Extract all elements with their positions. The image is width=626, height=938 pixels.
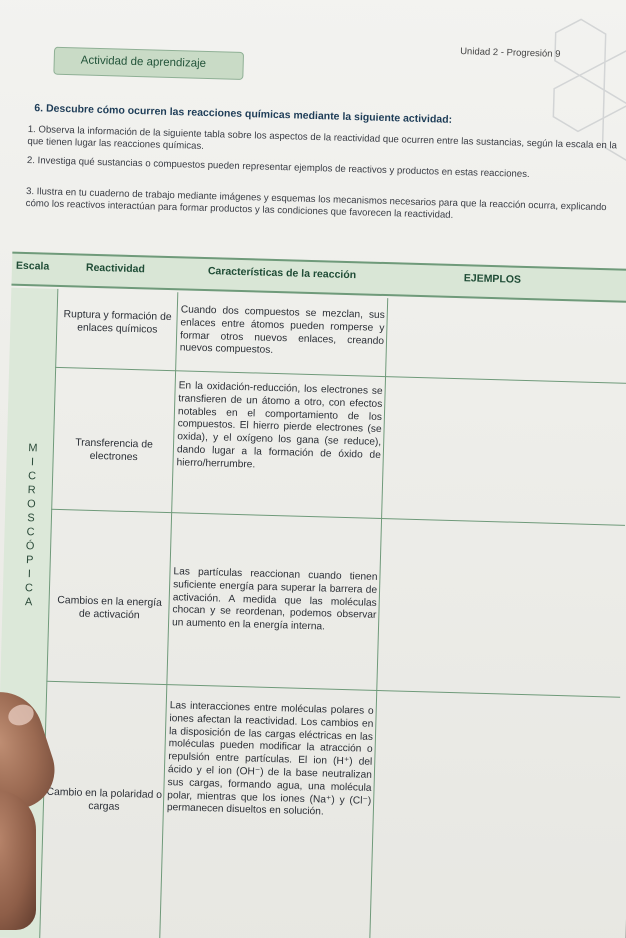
header-characteristics: Características de la reacción <box>207 265 357 282</box>
characteristics-cell: En la oxidación-reducción, los electrones se transfieren de un átomo a otro, con efectos notables en el comportamiento de los compuestos. El hierro pierde electrones (se oxida), y el oxígeno los gana (se reduce), dando lugar a la formación de óxido de hierro/herrumbre. <box>176 380 383 471</box>
row-divider <box>46 681 620 698</box>
scale-letter: I <box>30 456 35 469</box>
header-scale: Escala <box>15 259 50 273</box>
header-reactivity: Reactividad <box>85 261 146 276</box>
reactivity-cell: Transferencia de electrones <box>75 437 153 463</box>
activity-banner <box>53 47 244 80</box>
characteristics-cell: Cuando dos compuestos se mezclan, sus enlaces entre átomos pueden romperse y formar otros nuevos enlaces, creando nuevos compuestos. <box>179 304 385 357</box>
scale-letter: R <box>27 484 36 497</box>
unit-label: Unidad 2 - Progresión 9 <box>459 46 561 60</box>
header-examples: EJEMPLOS <box>463 272 522 286</box>
scale-letter: S <box>27 512 35 525</box>
characteristics-cell: Las partículas reaccionan cuando tienen suficiente energía para superar la barrera de activación. A medida que las moléculas chocan y se reordenan, podemos observar un aumento en la energía interna. <box>171 566 378 633</box>
activity-label: Actividad de aprendizaje <box>80 54 207 70</box>
scale-letter: O <box>26 498 36 511</box>
instruction-step-2: 2. Investiga qué sustancias o compuestos pueden representar ejemplos de reactivos y productos en estas reacciones. <box>26 154 530 181</box>
scale-letter: Ó <box>25 540 35 553</box>
reactivity-cell: Ruptura y formación de enlaces químicos <box>63 309 172 336</box>
instruction-step-1: 1. Observa la información de la siguiente tabla sobre los aspectos de la reactividad que ocurren entre las sustancias, según la escala en la que tienen lugar las reacciones químicas. <box>27 124 618 152</box>
scale-letter: C <box>26 526 35 539</box>
scale-letter: P <box>25 554 34 567</box>
characteristics-cell: Las interacciones entre moléculas polares o iones afectan la reactividad. Los cambios en la disposición de las cargas eléctricas en las moléculas pueden modificar la atracción o repulsión entre partículas. El ion (H⁺) del ácido y el ion (OH⁻) de la base neutralizan sus cargas, formando agua, una molécula polar, mientras que los iones (Na⁺) y (Cl⁻) permanecen disueltos en solución. <box>166 700 374 818</box>
row-divider <box>55 367 626 384</box>
activity-heading: 6. Descubre cómo ocurren las reacciones químicas mediante la siguiente actividad: <box>34 102 453 126</box>
table-header <box>11 252 626 303</box>
reactivity-cell: Cambios en la energía de activación <box>57 595 163 621</box>
instruction-step-3: 3. Ilustra en tu cuaderno de trabajo mediante imágenes y esquemas los mecanismos necesarios para que la reacción ocurra, explicando cómo los reactivos interactúan para formar productos y las condiciones que favorecen la reactividad. <box>25 185 607 221</box>
scale-letter: C <box>24 582 34 595</box>
row-divider <box>51 509 625 526</box>
scale-letter: C <box>27 470 37 483</box>
scale-letter: A <box>24 596 33 609</box>
reactivity-cell: Cambio en la polaridad o cargas <box>46 786 163 813</box>
scale-letter: M <box>28 442 38 455</box>
hand-thumb <box>0 790 36 930</box>
scale-letter: I <box>27 568 32 581</box>
